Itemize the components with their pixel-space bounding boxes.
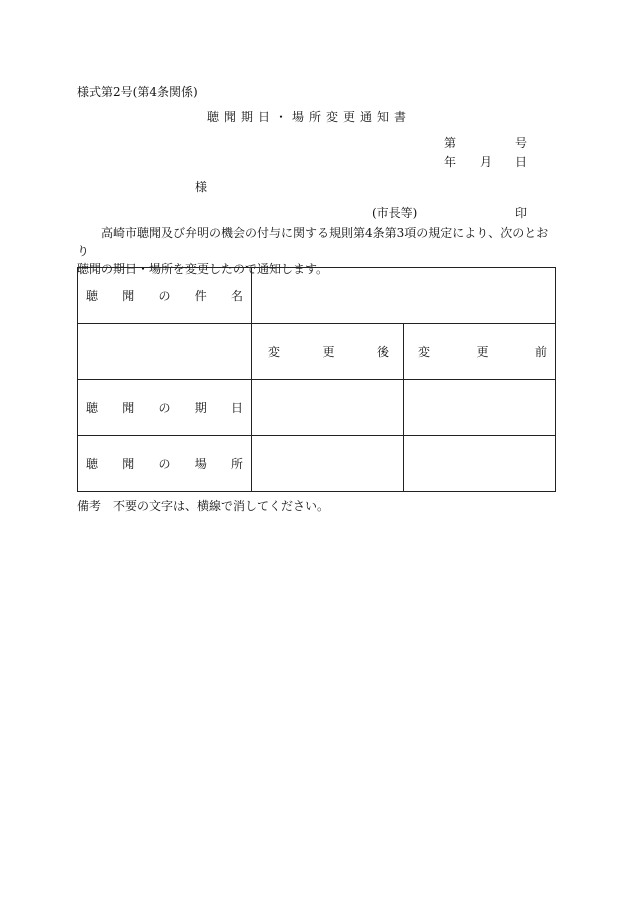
label-cell <box>78 436 252 492</box>
form-number-label: 様式第2号(第4条関係) <box>77 85 198 99</box>
date-before-cell <box>404 380 556 436</box>
after-header-cell <box>252 324 404 380</box>
label-cell <box>78 380 252 436</box>
subject-value-cell <box>252 268 556 324</box>
body-line-2: 聴聞の期日・場所を変更したので通知します。 <box>77 262 329 276</box>
empty-header-cell <box>78 324 252 380</box>
date-year: 年 <box>444 155 457 169</box>
document-title: 聴聞期日・場所変更通知書 <box>207 110 412 124</box>
number-suffix: 号 <box>515 136 528 150</box>
addressee-honorific: 様 <box>195 180 208 194</box>
label-cell <box>78 268 252 324</box>
label-date: 聴 聞 の 期 日 <box>86 400 243 415</box>
before-header-cell <box>404 324 556 380</box>
header-before: 変 更 前 <box>418 344 547 359</box>
number-prefix: 第 <box>444 136 457 150</box>
table-row-subject <box>78 268 556 324</box>
remarks-note: 備考 不要の文字は、横線で消してください。 <box>77 499 330 513</box>
table-row-date <box>78 380 556 436</box>
change-notice-table <box>77 267 556 492</box>
place-before-cell <box>404 436 556 492</box>
body-line-1: 高崎市聴聞及び弁明の機会の付与に関する規則第4条第3項の規定により、次のとおり <box>77 226 549 258</box>
place-after-cell <box>252 436 404 492</box>
header-after: 変 更 後 <box>268 344 389 359</box>
label-place: 聴 聞 の 場 所 <box>86 456 243 471</box>
seal-mark: 印 <box>515 206 528 220</box>
date-month: 月 <box>480 155 493 169</box>
date-after-cell <box>252 380 404 436</box>
date-day: 日 <box>515 155 528 169</box>
label-subject: 聴 聞 の 件 名 <box>86 288 243 303</box>
table-row-place <box>78 436 556 492</box>
sender-name: (市長等) <box>372 206 418 220</box>
table-row-header <box>78 324 556 380</box>
